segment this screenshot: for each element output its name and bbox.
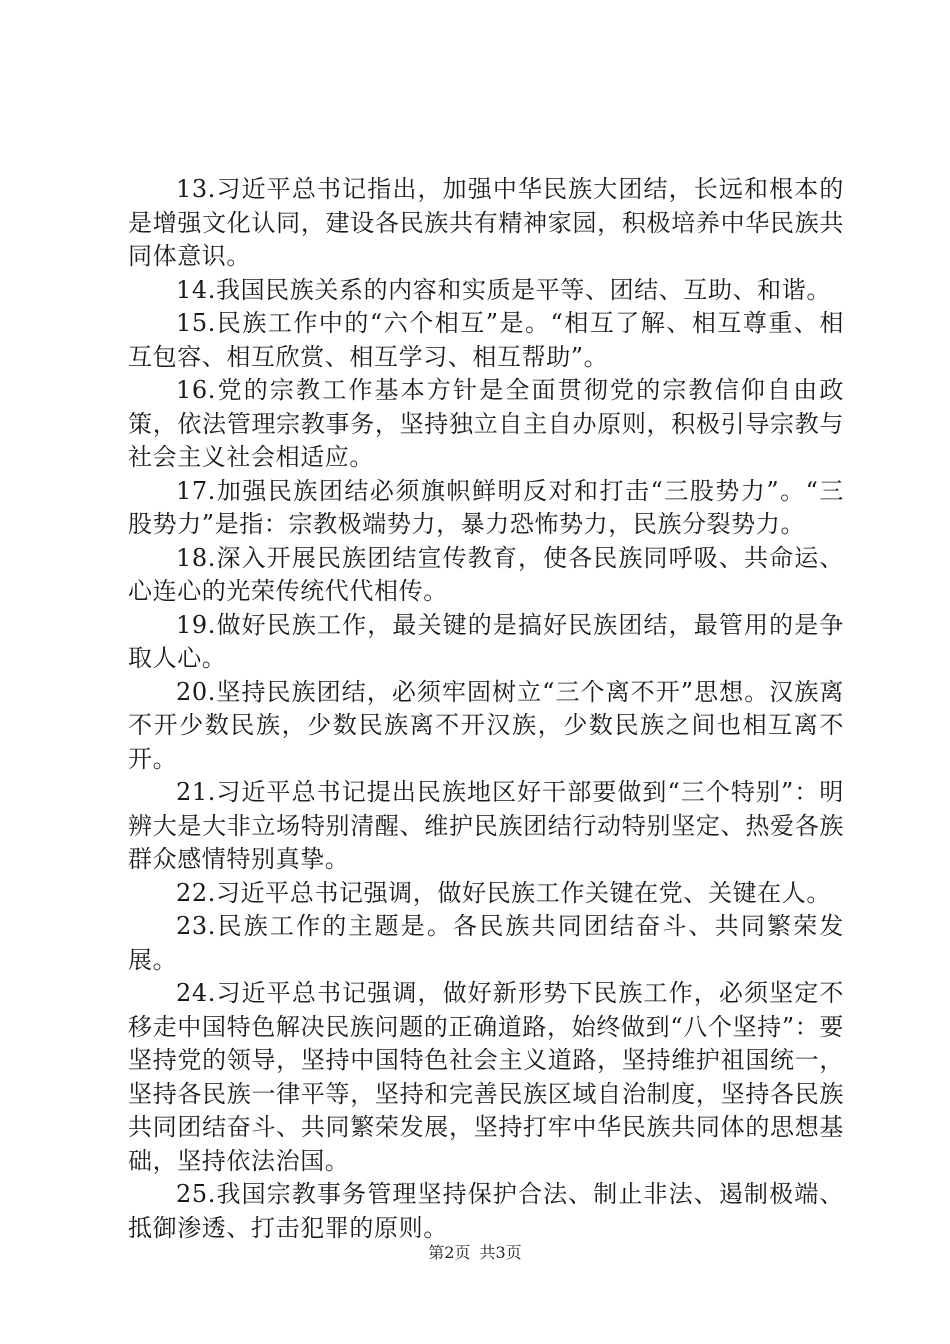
paragraph-14: 14.我国民族关系的内容和实质是平等、团结、互助、和谐。 xyxy=(176,275,831,304)
paragraph-23: 23.民族工作的主题是。各民族共同团结奋斗、共同繁荣发展。 xyxy=(128,912,844,974)
paragraph-16: 16.党的宗教工作基本方针是全面贯彻党的宗教信仰自由政策，依法管理宗教事务，坚持独立自主自办原则，积极引导宗教与社会主义社会相适应。 xyxy=(128,376,844,471)
page-number: 第2页 xyxy=(428,1243,471,1262)
paragraph-18: 18.深入开展民族团结宣传教育，使各民族同呼吸、共命运、心连心的光荣传统代代相传。 xyxy=(128,543,844,605)
total-pages: 共3页 xyxy=(479,1243,522,1262)
paragraph-24: 24.习近平总书记强调，做好新形势下民族工作，必须坚定不移走中国特色解决民族问题的正确道路，始终做到“八个坚持”：要坚持党的领导，坚持中国特色社会主义道路，坚持维护祖国统一，坚持各民族一律平等，坚持和完善民族区域自治制度，坚持各民族共同团结奋斗、共同繁荣发展，坚持打牢中华民族共同体的思想基础，坚持依法治国。 xyxy=(128,979,844,1175)
paragraph-21: 21.习近平总书记提出民族地区好干部要做到“三个特别”：明辨大是大非立场特别清醒、维护民族团结行动特别坚定、热爱各族群众感情特别真挚。 xyxy=(128,778,844,873)
paragraph-20: 20.坚持民族团结，必须牢固树立“三个离不开”思想。汉族离不开少数民族，少数民族离不开汉族，少数民族之间也相互离不开。 xyxy=(128,677,844,773)
paragraph-25: 25.我国宗教事务管理坚持保护合法、制止非法、遏制极端、抵御渗透、打击犯罪的原则。 xyxy=(128,1180,844,1242)
paragraph-19: 19.做好民族工作，最关键的是搞好民族团结，最管用的是争取人心。 xyxy=(128,610,844,672)
paragraph-15: 15.民族工作中的“六个相互”是。“相互了解、相互尊重、相互包容、相互欣赏、相互学习、相互帮助”。 xyxy=(128,309,844,371)
page-footer xyxy=(0,1240,950,1263)
document-body xyxy=(128,173,844,1245)
paragraph-13: 13.习近平总书记指出，加强中华民族大团结，长远和根本的是增强文化认同，建设各民族共有精神家园，积极培养中华民族共同体意识。 xyxy=(128,175,844,270)
paragraph-22: 22.习近平总书记强调，做好民族工作关键在党、关键在人。 xyxy=(176,878,831,907)
paragraph-17: 17.加强民族团结必须旗帜鲜明反对和打击“三股势力”。“三股势力”是指：宗教极端势力，暴力恐怖势力，民族分裂势力。 xyxy=(128,476,844,538)
